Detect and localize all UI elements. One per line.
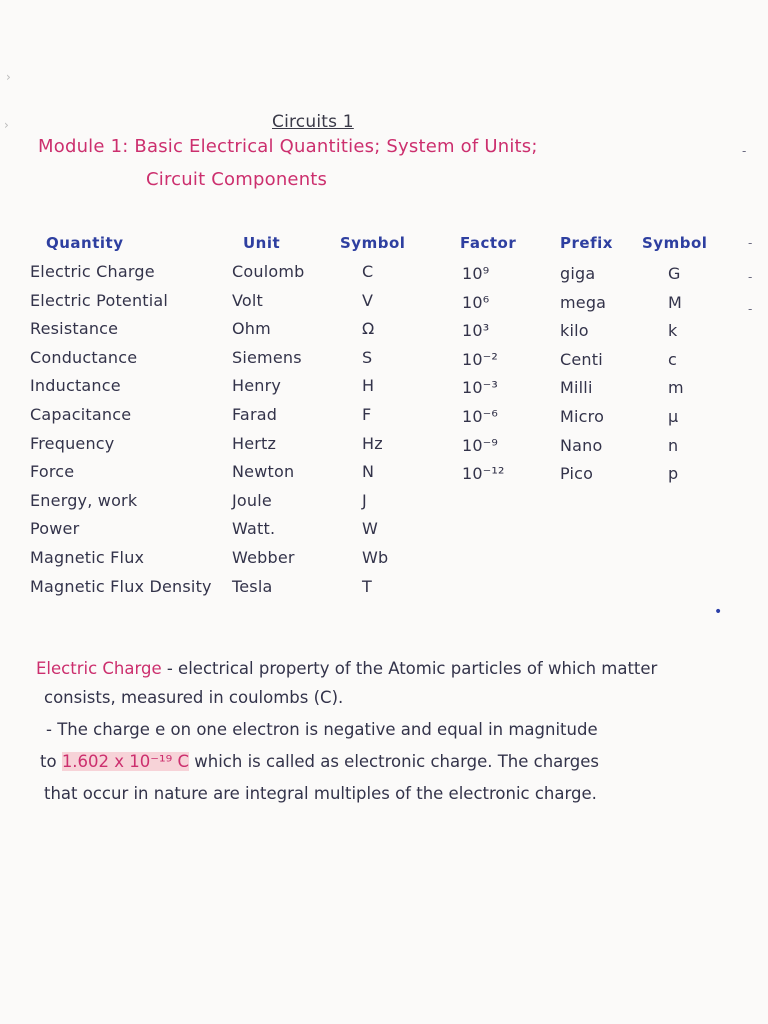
row-symbol: H (362, 376, 375, 396)
prefix-factor: 10⁻¹² (462, 464, 505, 484)
module-subheading: Circuit Components (146, 169, 328, 190)
row-quantity: Force (30, 462, 75, 482)
row-unit: Joule (232, 490, 272, 510)
row-quantity: Electric Charge (30, 262, 155, 281)
prefix-symbol: m (668, 378, 684, 398)
prefix-factor: 10⁻⁶ (462, 407, 499, 426)
row-symbol: V (362, 290, 374, 310)
row-quantity: Resistance (30, 319, 119, 339)
row-symbol: J (362, 490, 367, 510)
row-quantity: Capacitance (30, 405, 132, 424)
module-label: Module 1: (38, 136, 129, 157)
margin-dash: - (748, 302, 753, 316)
row-unit: Farad (232, 405, 278, 424)
note-line-1 (36, 659, 657, 678)
row-symbol: Wb (362, 548, 389, 567)
row-symbol: S (362, 347, 373, 367)
row-unit: Ohm (232, 319, 271, 339)
row-quantity: Conductance (30, 347, 138, 367)
page-title (272, 112, 354, 132)
prefix-symbol: k (668, 321, 678, 341)
row-quantity: Frequency (30, 433, 115, 453)
prefix-factor: 10⁻³ (462, 378, 499, 398)
prefix-symbol: n (668, 435, 679, 455)
prefix-symbol: p (668, 464, 679, 484)
row-unit: Henry (232, 376, 282, 396)
margin-tick: › (4, 118, 9, 132)
prefix-symbol: c (668, 349, 677, 369)
note-line4a: to (40, 752, 62, 771)
header-factor: Factor (460, 234, 517, 252)
note-line-4 (40, 752, 599, 771)
row-quantity: Electric Potential (30, 290, 169, 310)
prefix-prefix: giga (560, 264, 596, 283)
prefix-factor: 10⁻² (462, 349, 499, 369)
row-symbol: Hz (362, 433, 383, 453)
margin-dash: - (748, 270, 753, 284)
row-quantity: Magnetic Flux Density (30, 576, 212, 596)
prefix-prefix: Milli (560, 378, 593, 398)
header-unit: Unit (243, 234, 281, 252)
margin-tick: › (6, 70, 11, 84)
note-term: Electric Charge (36, 659, 162, 678)
row-symbol: F (362, 405, 372, 424)
header-quantity: Quantity (46, 234, 124, 252)
prefix-prefix: mega (560, 292, 607, 312)
module-line1: Basic Electrical Quantities; System of Units; (134, 136, 538, 157)
row-symbol: N (362, 462, 375, 482)
note-line-3: - The charge e on one electron is negative and equal in magnitude (46, 720, 598, 739)
prefix-symbol: G (668, 264, 681, 283)
header-prefix: Prefix (560, 234, 613, 252)
prefix-factor: 10⁶ (462, 292, 490, 312)
row-unit: Hertz (232, 433, 277, 453)
prefix-factor: 10³ (462, 321, 490, 341)
row-unit: Coulomb (232, 262, 305, 281)
margin-dash: - (748, 236, 753, 250)
prefix-prefix: Nano (560, 435, 603, 455)
row-quantity: Energy, work (30, 490, 138, 510)
margin-dot: • (714, 604, 723, 620)
note-line-2: consists, measured in coulombs (C). (44, 688, 344, 707)
prefix-factor: 10⁻⁹ (462, 435, 499, 455)
title-text: Circuits 1 (272, 112, 354, 132)
prefix-prefix: Micro (560, 407, 605, 426)
row-quantity: Power (30, 519, 80, 539)
note-line4b: which is called as electronic charge. The charges (189, 752, 600, 771)
row-symbol: T (362, 576, 372, 596)
row-unit: Tesla (232, 576, 273, 596)
row-unit: Watt. (232, 519, 276, 539)
header-symbol: Symbol (340, 234, 406, 252)
row-unit: Volt (232, 290, 264, 310)
prefix-symbol: μ (668, 407, 679, 426)
row-unit: Siemens (232, 347, 302, 367)
row-unit: Webber (232, 548, 295, 567)
margin-dash: - (742, 144, 747, 158)
row-symbol: C (362, 262, 374, 281)
row-quantity: Magnetic Flux (30, 548, 145, 567)
electron-charge-value: 1.602 x 10⁻¹⁹ C (61, 752, 190, 771)
module-heading (38, 136, 538, 157)
row-quantity: Inductance (30, 376, 121, 396)
note-line-5: that occur in nature are integral multiples of the electronic charge. (44, 784, 597, 803)
prefix-prefix: Pico (560, 464, 594, 484)
prefix-prefix: Centi (560, 349, 603, 369)
prefix-prefix: kilo (560, 321, 589, 341)
row-unit: Newton (232, 462, 295, 482)
header-prefix-symbol: Symbol (642, 234, 708, 252)
prefix-symbol: M (668, 292, 683, 312)
prefix-factor: 10⁹ (462, 264, 490, 283)
note-def1: - electrical property of the Atomic particles of which matter (161, 659, 658, 678)
row-symbol: Ω (362, 319, 375, 339)
row-symbol: W (362, 519, 379, 539)
